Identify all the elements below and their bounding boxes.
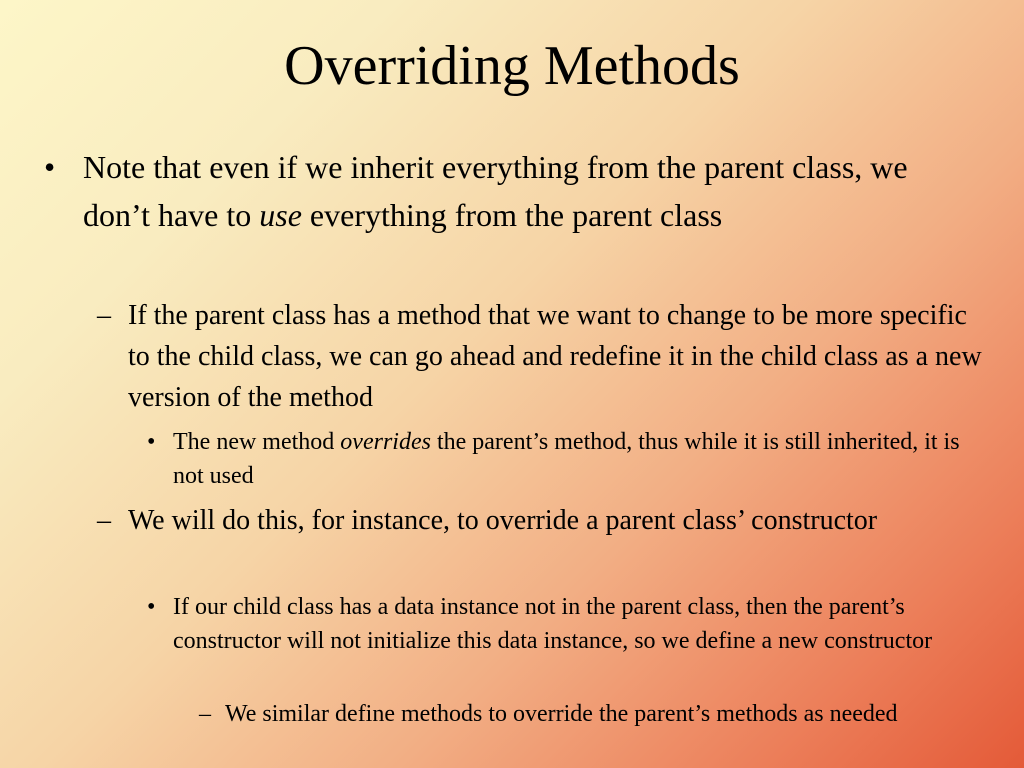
bullet-text-part: everything from the parent class <box>301 197 723 233</box>
bullet-text-part: Note that even if we inherit everything from the parent class, we don’t have to <box>83 149 908 233</box>
slide-title: Overriding Methods <box>284 35 740 97</box>
bullet-marker: • <box>44 149 56 185</box>
dash-marker: – <box>97 300 111 331</box>
bullet-level3 <box>147 425 987 493</box>
bullet-text <box>147 425 987 493</box>
bullet-text: If our child class has a data instance not in the parent class, then the parent’s constructor will not initialize this data instance, so we define a new constructor <box>173 594 933 654</box>
bullet-level1 <box>44 143 974 239</box>
emphasis-text: overrides <box>340 429 431 455</box>
bullet-text <box>44 143 974 239</box>
bullet-level2 <box>97 295 987 418</box>
emphasis-text: use <box>259 197 302 233</box>
bullet-level3 <box>147 590 987 658</box>
bullet-marker: • <box>147 429 156 455</box>
bullet-text: We will do this, for instance, to override a parent class’ constructor <box>128 505 878 536</box>
bullet-marker: • <box>147 594 156 620</box>
bullet-level4 <box>199 697 979 731</box>
bullet-level2 <box>97 500 987 541</box>
bullet-text-part: the parent’s method, thus while it is still inherited, it is not used <box>173 429 960 489</box>
dash-marker: – <box>199 701 211 727</box>
bullet-text: If the parent class has a method that we want to change to be more specific to the child class, we can go ahead and redefine it in the child class as a new version of the method <box>128 300 982 413</box>
bullet-text-part: The new method <box>173 429 341 455</box>
dash-marker: – <box>97 505 111 536</box>
bullet-text: We similar define methods to override the parent’s methods as needed <box>225 701 898 727</box>
